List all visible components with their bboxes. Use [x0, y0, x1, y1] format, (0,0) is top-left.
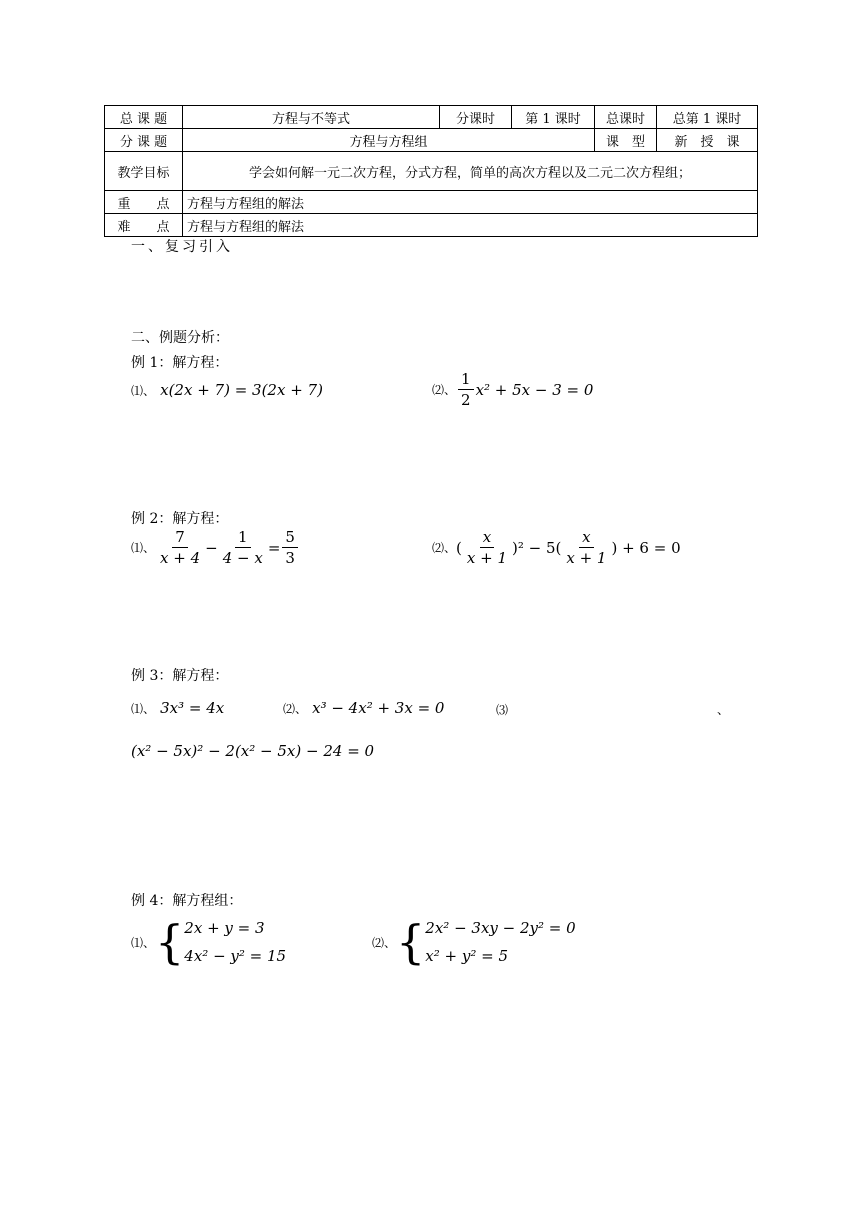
fraction — [464, 527, 510, 568]
problem-marker: ⑵、 — [432, 383, 457, 397]
section-review-heading: 一、复习引入 — [131, 239, 233, 255]
equation-part: )² − 5( — [511, 538, 562, 557]
brace-symbol: { — [155, 915, 185, 969]
cell-total-topic-label: 总 课 题 — [105, 106, 183, 129]
equation: x(2x + 7) = 3(2x + 7) — [160, 381, 323, 399]
table-row — [105, 106, 758, 129]
brace-symbol: { — [396, 915, 426, 969]
fraction-numerator: x — [579, 527, 593, 548]
example3-problem3-equation: (x² − 5x)² − 2(x² − 5x) − 24 = 0 — [131, 742, 375, 760]
example1-problem2 — [432, 369, 593, 410]
table-row — [105, 129, 758, 152]
system-equation: 2x² − 3xy − 2y² = 0 — [425, 919, 576, 937]
system-equation: 4x² − y² = 15 — [184, 947, 287, 965]
section-examples-heading: 二、例题分析： — [131, 330, 229, 346]
equation-part: ) + 6 = 0 — [611, 538, 681, 557]
fraction-denominator: 3 — [285, 549, 295, 567]
cell-sub-period-label: 分课时 — [440, 106, 512, 129]
fraction-numerator: 7 — [172, 527, 188, 548]
problem-marker: ⑵、 — [283, 702, 308, 716]
table-row — [105, 152, 758, 191]
cell-key-point: 方程与方程组的解法 — [183, 191, 758, 214]
cell-objective-label: 教学目标 — [105, 152, 183, 191]
fraction — [458, 369, 474, 410]
example3-title: 例 3：解方程： — [131, 668, 229, 684]
cell-difficulty-label: 难 点 — [105, 214, 183, 237]
table-row — [105, 191, 758, 214]
fraction-denominator: x + 1 — [466, 549, 507, 567]
lesson-header-table — [104, 105, 758, 237]
cell-lesson-type-label: 课 型 — [595, 129, 657, 152]
system-equation: 2x + y = 3 — [184, 919, 265, 937]
fraction-denominator: 4 − x — [222, 549, 263, 567]
example1-title: 例 1：解方程： — [131, 355, 229, 371]
cell-sub-period: 第 1 课时 — [512, 106, 595, 129]
fraction-denominator: 2 — [461, 391, 471, 409]
example2-problem2 — [432, 527, 681, 568]
fraction-numerator: 1 — [458, 369, 474, 390]
table-row — [105, 214, 758, 237]
example4-problem2 — [372, 914, 576, 970]
fraction-numerator: 1 — [235, 527, 251, 548]
equation: x³ − 4x² + 3x = 0 — [312, 699, 445, 717]
problem-marker: ⑴、 — [131, 935, 156, 950]
cell-key-point-label: 重 点 — [105, 191, 183, 214]
fraction — [157, 527, 203, 568]
problem-marker: ⑴、 — [131, 702, 156, 716]
fraction — [220, 527, 266, 568]
cell-total-topic: 方程与不等式 — [183, 106, 440, 129]
cell-total-period: 总第 1 课时 — [657, 106, 758, 129]
problem-marker: ⑵、 — [432, 541, 457, 555]
fraction-numerator: x — [480, 527, 494, 548]
fraction-denominator: x + 4 — [160, 549, 201, 567]
example4-title: 例 4：解方程组： — [131, 893, 243, 909]
fraction-denominator: x + 1 — [566, 549, 607, 567]
cell-difficulty: 方程与方程组的解法 — [183, 214, 758, 237]
example1-problem1 — [131, 380, 323, 399]
cell-lesson-type: 新 授 课 — [657, 129, 758, 152]
example2-problem1 — [131, 527, 300, 568]
cell-sub-topic: 方程与方程组 — [183, 129, 595, 152]
problem-marker: ⑴、 — [131, 384, 156, 398]
operator: − — [205, 538, 218, 557]
equation: 3x³ = 4x — [160, 699, 225, 717]
cell-total-period-label: 总课时 — [595, 106, 657, 129]
example2-title: 例 2：解方程： — [131, 511, 229, 527]
problem-marker: ⑴、 — [131, 541, 156, 555]
operator: = — [267, 538, 281, 557]
problem-marker: ⑶ — [496, 703, 509, 717]
equation-part: ( — [456, 538, 462, 557]
problem-marker: ⑵、 — [372, 935, 397, 950]
equation-system — [425, 914, 575, 970]
cell-sub-topic-label: 分 课 题 — [105, 129, 183, 152]
example3-problem1 — [131, 698, 224, 717]
system-equation: x² + y² = 5 — [425, 947, 509, 965]
example4-problem1 — [131, 914, 286, 970]
equation: x² + 5x − 3 = 0 — [475, 380, 594, 399]
punctuation-mark: 、 — [717, 703, 730, 717]
fraction — [282, 527, 298, 568]
fraction-numerator: 5 — [282, 527, 298, 548]
example3-problem2 — [283, 698, 444, 717]
equation-system — [184, 914, 286, 970]
cell-objective: 学会如何解一元二次方程，分式方程，简单的高次方程以及二元二次方程组； — [183, 152, 758, 191]
fraction — [563, 527, 609, 568]
